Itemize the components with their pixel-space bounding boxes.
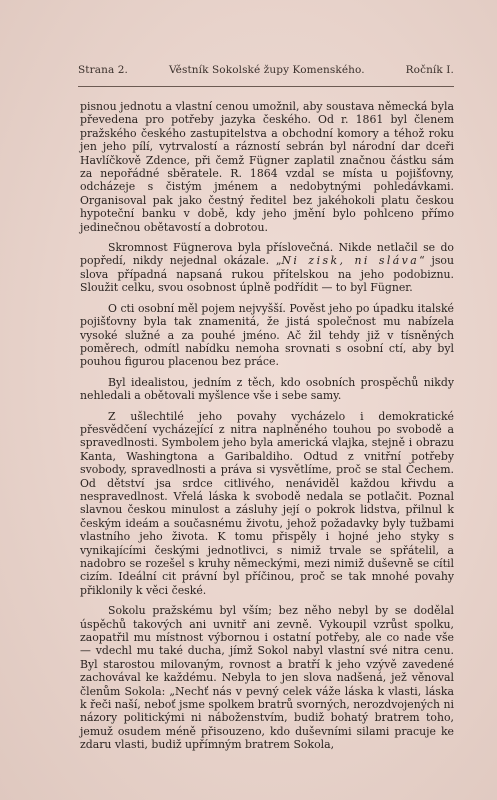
paragraph-text: Sokolu pražskému byl vším; bez něho nebyl by se dodělal úspěchů takových ani uvnitř ani zevně. Vykoupil vzrůst spolku, zaopatřil mu místnost výbornou i ostatní potřeby, ale co nade vše — vdechl mu také ducha, jímž Sokol nabyl vlastní své nitra cenu. Byl starostou milovaným, rovnost a bratří k jeho vzývě zavedené zachovával ke každému. Nebyla to jen slova nadšená, jež věnoval členům Sokola: „Nechť nás v pevný celek váže láska k vlasti, láska k řeči naší, neboť jsme spolkem bratrů svorných, nerozdvojených ni názory politickými ni náboženstvím, budiž bohatý bratrem toho, jemuž osudem méně přisouzeno, kdo duševními silami pracuje ke zdaru vlasti, budiž upřímným bratrem Sokola, bbox=[80, 604, 454, 752]
paragraph bbox=[80, 604, 454, 751]
motto-text: Ni zisk, ni sláva bbox=[281, 254, 420, 268]
paragraph-text: Skromnost Fügnerova byla příslovečná. Nikde netlačil se do popředí, nikdy nejednal okázale. „ bbox=[80, 241, 454, 268]
paragraph bbox=[80, 376, 454, 403]
paragraph-text: Z ušlechtilé jeho povahy vycházelo i demokratické přesvědčení vycházející z nitra naplněného touhou po svobodě a spravedlnosti. Symbolem jeho byla americká vlajka, stejně i obrazu Kanta, Washingtona a Garibaldiho. Odtud z vnitřní potřeby svobody, spravedlnosti a práva si vysvětlíme, proč se stal Čechem. Od dětství jsa srdce citlivého, nenáviděl každou křivdu a nespravedlnost. Vřelá láska k svobodě nedala se potlačit. Poznal slavnou českou minulost a zásluhy její o pokrok lidstva, přilnul k českým ideám a současnému životu, jehož požadavky byly tužbami vlastního jeho života. K tomu přispěly i hojné jeho styky s vynikajícími českými jednotlivci, s nimiž trvale se spřátelil, a nadobro se rozešel s kruhy německými, mezi nimiž duševně se cítil cizím. Ideální cit právní byl příčinou, proč se tak mnohé povahy přiklonily k věci české. bbox=[80, 409, 454, 597]
paragraph-text: O cti osobní měl pojem nejvyšší. Pověst jeho po úpadku italské pojišťovny byla tak znamenitá, že jistá společnost mu nabízela vysoké služné a za pouhé jméno. Ač žil tehdy již v tísněných poměrech, odmítl nabídku nemoha srovnati s osobní ctí, aby byl pouhou figurou placenou bez práce. bbox=[80, 301, 454, 369]
paragraph bbox=[80, 302, 454, 369]
paragraph-text: pisnou jednotu a vlastní cenou umožnil, aby soustava německá byla převedena pro potřeby jazyka českého. Od r. 1861 byl členem pražského českého zastupitelstva a obchodní komory a téhož roku jen jeho pílí, vytrvalostí a rázností sebrán byl národní dar dceři Havlíčkově Zdence, při čemž Fügner zaplatil značnou částku sám za nepořádné sběratele. R. 1864 vzdal se místa u pojišťovny, odcházeje s čistým jménem a nedobytnými pohledávkami. Organisoval pak jako čestný ředitel bez jakéhokoli platu českou hypoteční banku v době, kdy jeho jmění bylo pohlceno přímo jedinečnou obětavostí a dobrotou. bbox=[80, 100, 454, 234]
paragraph bbox=[80, 410, 454, 598]
article-body bbox=[80, 100, 454, 759]
page-number-label: Strana 2. bbox=[78, 64, 128, 76]
paragraph-text: “ jsou slova případná napsaná rukou přítelskou na jeho podobiznu. Sloužit celku, svou osobnost úplně podřídit — to byl Fügner. bbox=[80, 254, 454, 295]
running-header bbox=[78, 64, 454, 84]
paragraph bbox=[80, 100, 454, 234]
paragraph bbox=[80, 241, 454, 295]
journal-title: Věstník Sokolské župy Komenského. bbox=[168, 64, 365, 76]
header-rule bbox=[78, 86, 454, 87]
paragraph-text: Byl idealistou, jedním z těch, kdo osobních prospěchů nikdy nehledali a obětovali myšlence vše i sebe samy. bbox=[80, 375, 454, 403]
volume-label: Ročník I. bbox=[405, 64, 454, 76]
